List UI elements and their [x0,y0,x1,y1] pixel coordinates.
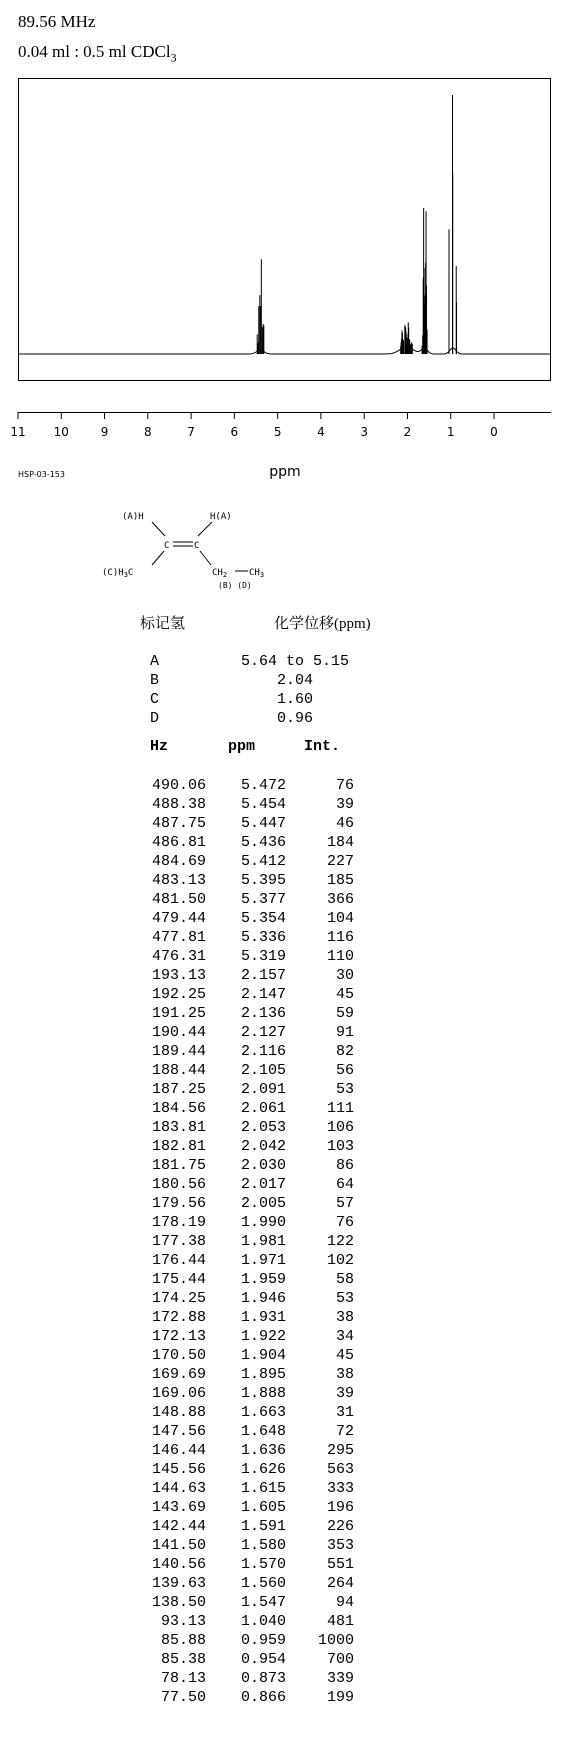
table-row [130,1099,360,1118]
peak-ppm: 1.605 [240,1499,286,1516]
peak-hz: 140.56 [151,1556,206,1573]
peak-ppm: 1.648 [240,1423,286,1440]
peak-intensity: 39 [335,1385,354,1402]
x-tick-label: 0 [490,425,498,439]
assignment-row [150,709,410,728]
labels-below: (B) (D) [218,581,252,590]
peak-ppm: 0.873 [240,1670,286,1687]
table-row [130,1460,360,1479]
peak-ppm: 1.636 [240,1442,286,1459]
peak-intensity: 185 [326,872,354,889]
table-row [130,1631,360,1650]
peak-hz: 85.38 [160,1651,206,1668]
x-tick-label: 4 [317,425,325,439]
table-row [130,1118,360,1137]
table-row [130,1137,360,1156]
peak-intensity: 366 [326,891,354,908]
table-row [130,833,360,852]
peak-intensity: 122 [326,1233,354,1250]
peak-hz: 177.38 [151,1233,206,1250]
x-tick-label: 3 [360,425,369,439]
peak-intensity: 38 [335,1366,354,1383]
table-row [130,1574,360,1593]
peak-intensity: 91 [335,1024,354,1041]
peak-hz: 178.19 [151,1214,206,1231]
peak-ppm: 1.547 [240,1594,286,1611]
table-row [130,1403,360,1422]
peak-hz: 190.44 [151,1024,206,1041]
peak-intensity: 264 [326,1575,354,1592]
peak-ppm: 1.560 [240,1575,286,1592]
assignment-row [150,671,410,690]
x-tick-label: 9 [100,425,109,439]
peak-hz: 143.69 [151,1499,206,1516]
peak-hz: 172.13 [151,1328,206,1345]
concentration-text: 0.04 ml : 0.5 ml CDCl [18,42,171,61]
bond-ha-left [152,522,165,536]
table-row [130,1536,360,1555]
table-row [130,1669,360,1688]
peak-hz: 180.56 [151,1176,206,1193]
table-row [130,1194,360,1213]
peak-ppm: 1.591 [240,1518,286,1535]
peak-ppm: 0.954 [240,1651,286,1668]
peak-ppm: 5.354 [240,910,286,927]
spectrum-peaks [257,95,456,354]
peak-intensity: 110 [326,948,354,965]
table-row [130,1061,360,1080]
h-a-left: (A)H [122,512,144,522]
table-row [130,1612,360,1631]
table-row [130,1555,360,1574]
table-row [130,1023,360,1042]
peak-intensity: 76 [335,1214,354,1231]
peak-hz: 182.81 [151,1138,206,1155]
table-row [130,814,360,833]
peak-hz: 139.63 [151,1575,206,1592]
peak-ppm: 1.904 [240,1347,286,1364]
peak-ppm: 1.895 [240,1366,286,1383]
bond-ha-right [198,522,212,536]
peak-hz: 479.44 [151,910,206,927]
table-row [130,1080,360,1099]
peak-intensity: 57 [335,1195,354,1212]
peak-hz: 476.31 [151,948,206,965]
peak-ppm: 5.447 [240,815,286,832]
structure-diagram [100,505,300,605]
peak-intensity: 86 [335,1157,354,1174]
peak-intensity: 103 [326,1138,354,1155]
table-row [130,1308,360,1327]
peak-intensity: 38 [335,1309,354,1326]
assignment-row [150,690,410,709]
x-tick-label: 11 [10,425,26,439]
peak-hz: 145.56 [151,1461,206,1478]
peak-intensity: 59 [335,1005,354,1022]
table-row [130,1384,360,1403]
ch3-left: $(C)H_3C$ [102,568,134,579]
peak-hz: 142.44 [151,1518,206,1535]
peak-ppm: 5.395 [240,872,286,889]
peak-intensity: 64 [335,1176,354,1193]
h-a-right: H(A) [210,512,232,522]
table-row [130,1042,360,1061]
peak-intensity: 111 [326,1100,354,1117]
peak-hz: 181.75 [151,1157,206,1174]
ppm-header: ppm [228,738,256,755]
peak-ppm: 1.626 [240,1461,286,1478]
x-tick-label: 1 [446,425,455,439]
peak-intensity: 82 [335,1043,354,1060]
peak-intensity: 106 [326,1119,354,1136]
peak-hz: 169.06 [151,1385,206,1402]
peak-hz: 175.44 [151,1271,206,1288]
table-row [130,776,360,795]
peak-ppm: 2.005 [240,1195,286,1212]
peak-ppm: 1.922 [240,1328,286,1345]
peak-intensity: 56 [335,1062,354,1079]
x-tick-label: 10 [53,425,69,439]
peak-ppm: 2.157 [240,967,286,984]
peak-intensity: 295 [326,1442,354,1459]
x-axis-ticks [10,412,497,439]
x-axis-label: ppm [269,464,301,480]
table-row [130,852,360,871]
peak-hz: 78.13 [160,1670,206,1687]
peak-ppm: 1.663 [240,1404,286,1421]
table-row [130,909,360,928]
table-row [130,1251,360,1270]
assignment-row [150,652,410,671]
peak-intensity: 72 [335,1423,354,1440]
peak-ppm: 1.615 [240,1480,286,1497]
peak-intensity: 53 [335,1290,354,1307]
peak-ppm: 5.412 [240,853,286,870]
peak-intensity: 102 [326,1252,354,1269]
nmr-spectrum-chart [0,70,570,480]
peak-ppm: 1.990 [240,1214,286,1231]
peak-intensity: 333 [326,1480,354,1497]
peak-intensity: 700 [326,1651,354,1668]
peak-intensity: 184 [326,834,354,851]
peak-hz: 183.81 [151,1119,206,1136]
peak-hz: 477.81 [151,929,206,946]
peak-ppm: 2.053 [240,1119,286,1136]
peak-hz: 486.81 [151,834,206,851]
table-row [130,1517,360,1536]
table-row [130,1289,360,1308]
peak-ppm: 5.472 [240,777,286,794]
assignment-label: A [150,653,160,670]
table-row [130,1479,360,1498]
peak-intensity: 46 [335,815,354,832]
peak-ppm: 1.580 [240,1537,286,1554]
assignment-table [150,652,410,728]
table-row [130,1422,360,1441]
hz-header: Hz [150,738,169,755]
assignment-label: C [150,691,160,708]
bond-ch2-right [200,551,211,565]
table-row [130,928,360,947]
peak-intensity: 226 [326,1518,354,1535]
peak-intensity: 76 [335,777,354,794]
peak-ppm: 5.319 [240,948,286,965]
peak-hz: 138.50 [151,1594,206,1611]
peak-table [130,776,360,1707]
table-row [130,985,360,1004]
peak-hz: 481.50 [151,891,206,908]
peak-hz: 483.13 [151,872,206,889]
assignment-shift: 0.96 [276,710,313,727]
peak-hz: 85.88 [160,1632,206,1649]
peak-hz: 77.50 [160,1689,206,1706]
peak-intensity: 227 [326,853,354,870]
table-row [130,795,360,814]
table-row [130,1593,360,1612]
table-row [130,1365,360,1384]
table-row [130,1004,360,1023]
table-row [130,871,360,890]
peak-ppm: 2.017 [240,1176,286,1193]
bond-ch3-left [152,551,164,565]
peak-ppm: 1.981 [240,1233,286,1250]
assignment-label: D [150,710,160,727]
table-row [130,1441,360,1460]
x-tick-label: 6 [230,425,239,439]
peak-ppm: 1.946 [240,1290,286,1307]
peak-ppm: 5.454 [240,796,286,813]
col-shift-header: 化学位移(ppm) [274,616,371,632]
peak-ppm: 2.061 [240,1100,286,1117]
peak-ppm: 2.127 [240,1024,286,1041]
col-label-header: 标记氢 [140,616,186,632]
peak-intensity: 30 [335,967,354,984]
x-tick-label: 5 [273,425,282,439]
spectrum-baseline [19,347,550,354]
peak-hz: 193.13 [151,967,206,984]
peak-ppm: 5.436 [240,834,286,851]
peak-ppm: 1.931 [240,1309,286,1326]
peak-hz: 93.13 [160,1613,206,1630]
peak-ppm: 2.116 [240,1043,286,1060]
table-row [130,890,360,909]
peak-hz: 188.44 [151,1062,206,1079]
peak-ppm: 2.091 [240,1081,286,1098]
table-row [130,1213,360,1232]
peak-intensity: 481 [326,1613,354,1630]
peak-hz: 189.44 [151,1043,206,1060]
x-tick-label: 2 [403,425,412,439]
sample-concentration [18,42,177,65]
peak-hz: 172.88 [151,1309,206,1326]
peak-hz: 170.50 [151,1347,206,1364]
peak-intensity: 31 [335,1404,354,1421]
c-right: C [194,541,200,551]
plot-frame [19,79,551,381]
peak-intensity: 104 [326,910,354,927]
peak-ppm: 2.147 [240,986,286,1003]
peak-ppm: 2.105 [240,1062,286,1079]
spectrometer-frequency: 89.56 MHz [18,12,96,31]
peak-hz: 141.50 [151,1537,206,1554]
spectrum-code: HSP-03-153 [18,470,65,479]
peak-intensity: 53 [335,1081,354,1098]
table-row [130,1688,360,1707]
peak-hz: 174.25 [151,1290,206,1307]
x-tick-label: 8 [143,425,152,439]
peak-hz: 144.63 [151,1480,206,1497]
peak-hz: 490.06 [151,777,206,794]
peak-ppm: 1.040 [240,1613,286,1630]
peak-hz: 148.88 [151,1404,206,1421]
peak-hz: 147.56 [151,1423,206,1440]
concentration-subscript: 3 [170,50,177,65]
peak-intensity: 34 [335,1328,354,1345]
ch3-right: $CH_3$ [249,568,265,579]
peak-ppm: 0.866 [240,1689,286,1706]
peak-intensity: 39 [335,796,354,813]
peak-ppm: 5.336 [240,929,286,946]
peak-hz: 169.69 [151,1366,206,1383]
assignment-shift: 2.04 [276,672,313,689]
peak-hz: 187.25 [151,1081,206,1098]
peak-ppm: 1.959 [240,1271,286,1288]
peak-intensity: 563 [326,1461,354,1478]
peak-ppm: 2.136 [240,1005,286,1022]
peak-hz: 484.69 [151,853,206,870]
peak-intensity: 199 [326,1689,354,1706]
int-header: Int. [304,738,341,755]
assignment-label: B [150,672,160,689]
peak-hz: 146.44 [151,1442,206,1459]
table-row [130,1327,360,1346]
assignment-shift: 1.60 [276,691,313,708]
table-row [130,1270,360,1289]
peak-intensity: 94 [335,1594,354,1611]
peak-intensity: 1000 [317,1632,354,1649]
peak-ppm: 2.042 [240,1138,286,1155]
peak-hz: 488.38 [151,796,206,813]
peak-ppm: 1.570 [240,1556,286,1573]
peak-hz: 487.75 [151,815,206,832]
table-row [130,1175,360,1194]
peak-intensity: 45 [335,986,354,1003]
peak-intensity: 58 [335,1271,354,1288]
assignment-shift: 5.64 to 5.15 [240,653,350,670]
table-row [130,1156,360,1175]
table-row [130,1498,360,1517]
table-row [130,947,360,966]
peak-intensity: 45 [335,1347,354,1364]
peak-intensity: 339 [326,1670,354,1687]
peak-ppm: 0.959 [240,1632,286,1649]
peak-hz: 184.56 [151,1100,206,1117]
c-left: C [164,541,170,551]
peak-ppm: 5.377 [240,891,286,908]
table-row [130,1232,360,1251]
peak-ppm: 1.971 [240,1252,286,1269]
peak-ppm: 1.888 [240,1385,286,1402]
x-tick-label: 7 [187,425,195,439]
peak-intensity: 353 [326,1537,354,1554]
peak-hz: 192.25 [151,986,206,1003]
table-row [130,1346,360,1365]
peak-hz: 176.44 [151,1252,206,1269]
peak-intensity: 551 [326,1556,354,1573]
ch2-right: $CH_2$ [212,568,228,579]
table-row [130,966,360,985]
peak-intensity: 116 [326,929,354,946]
peak-ppm: 2.030 [240,1157,286,1174]
peak-hz: 179.56 [151,1195,206,1212]
peak-intensity: 196 [326,1499,354,1516]
peak-hz: 191.25 [151,1005,206,1022]
table-row [130,1650,360,1669]
